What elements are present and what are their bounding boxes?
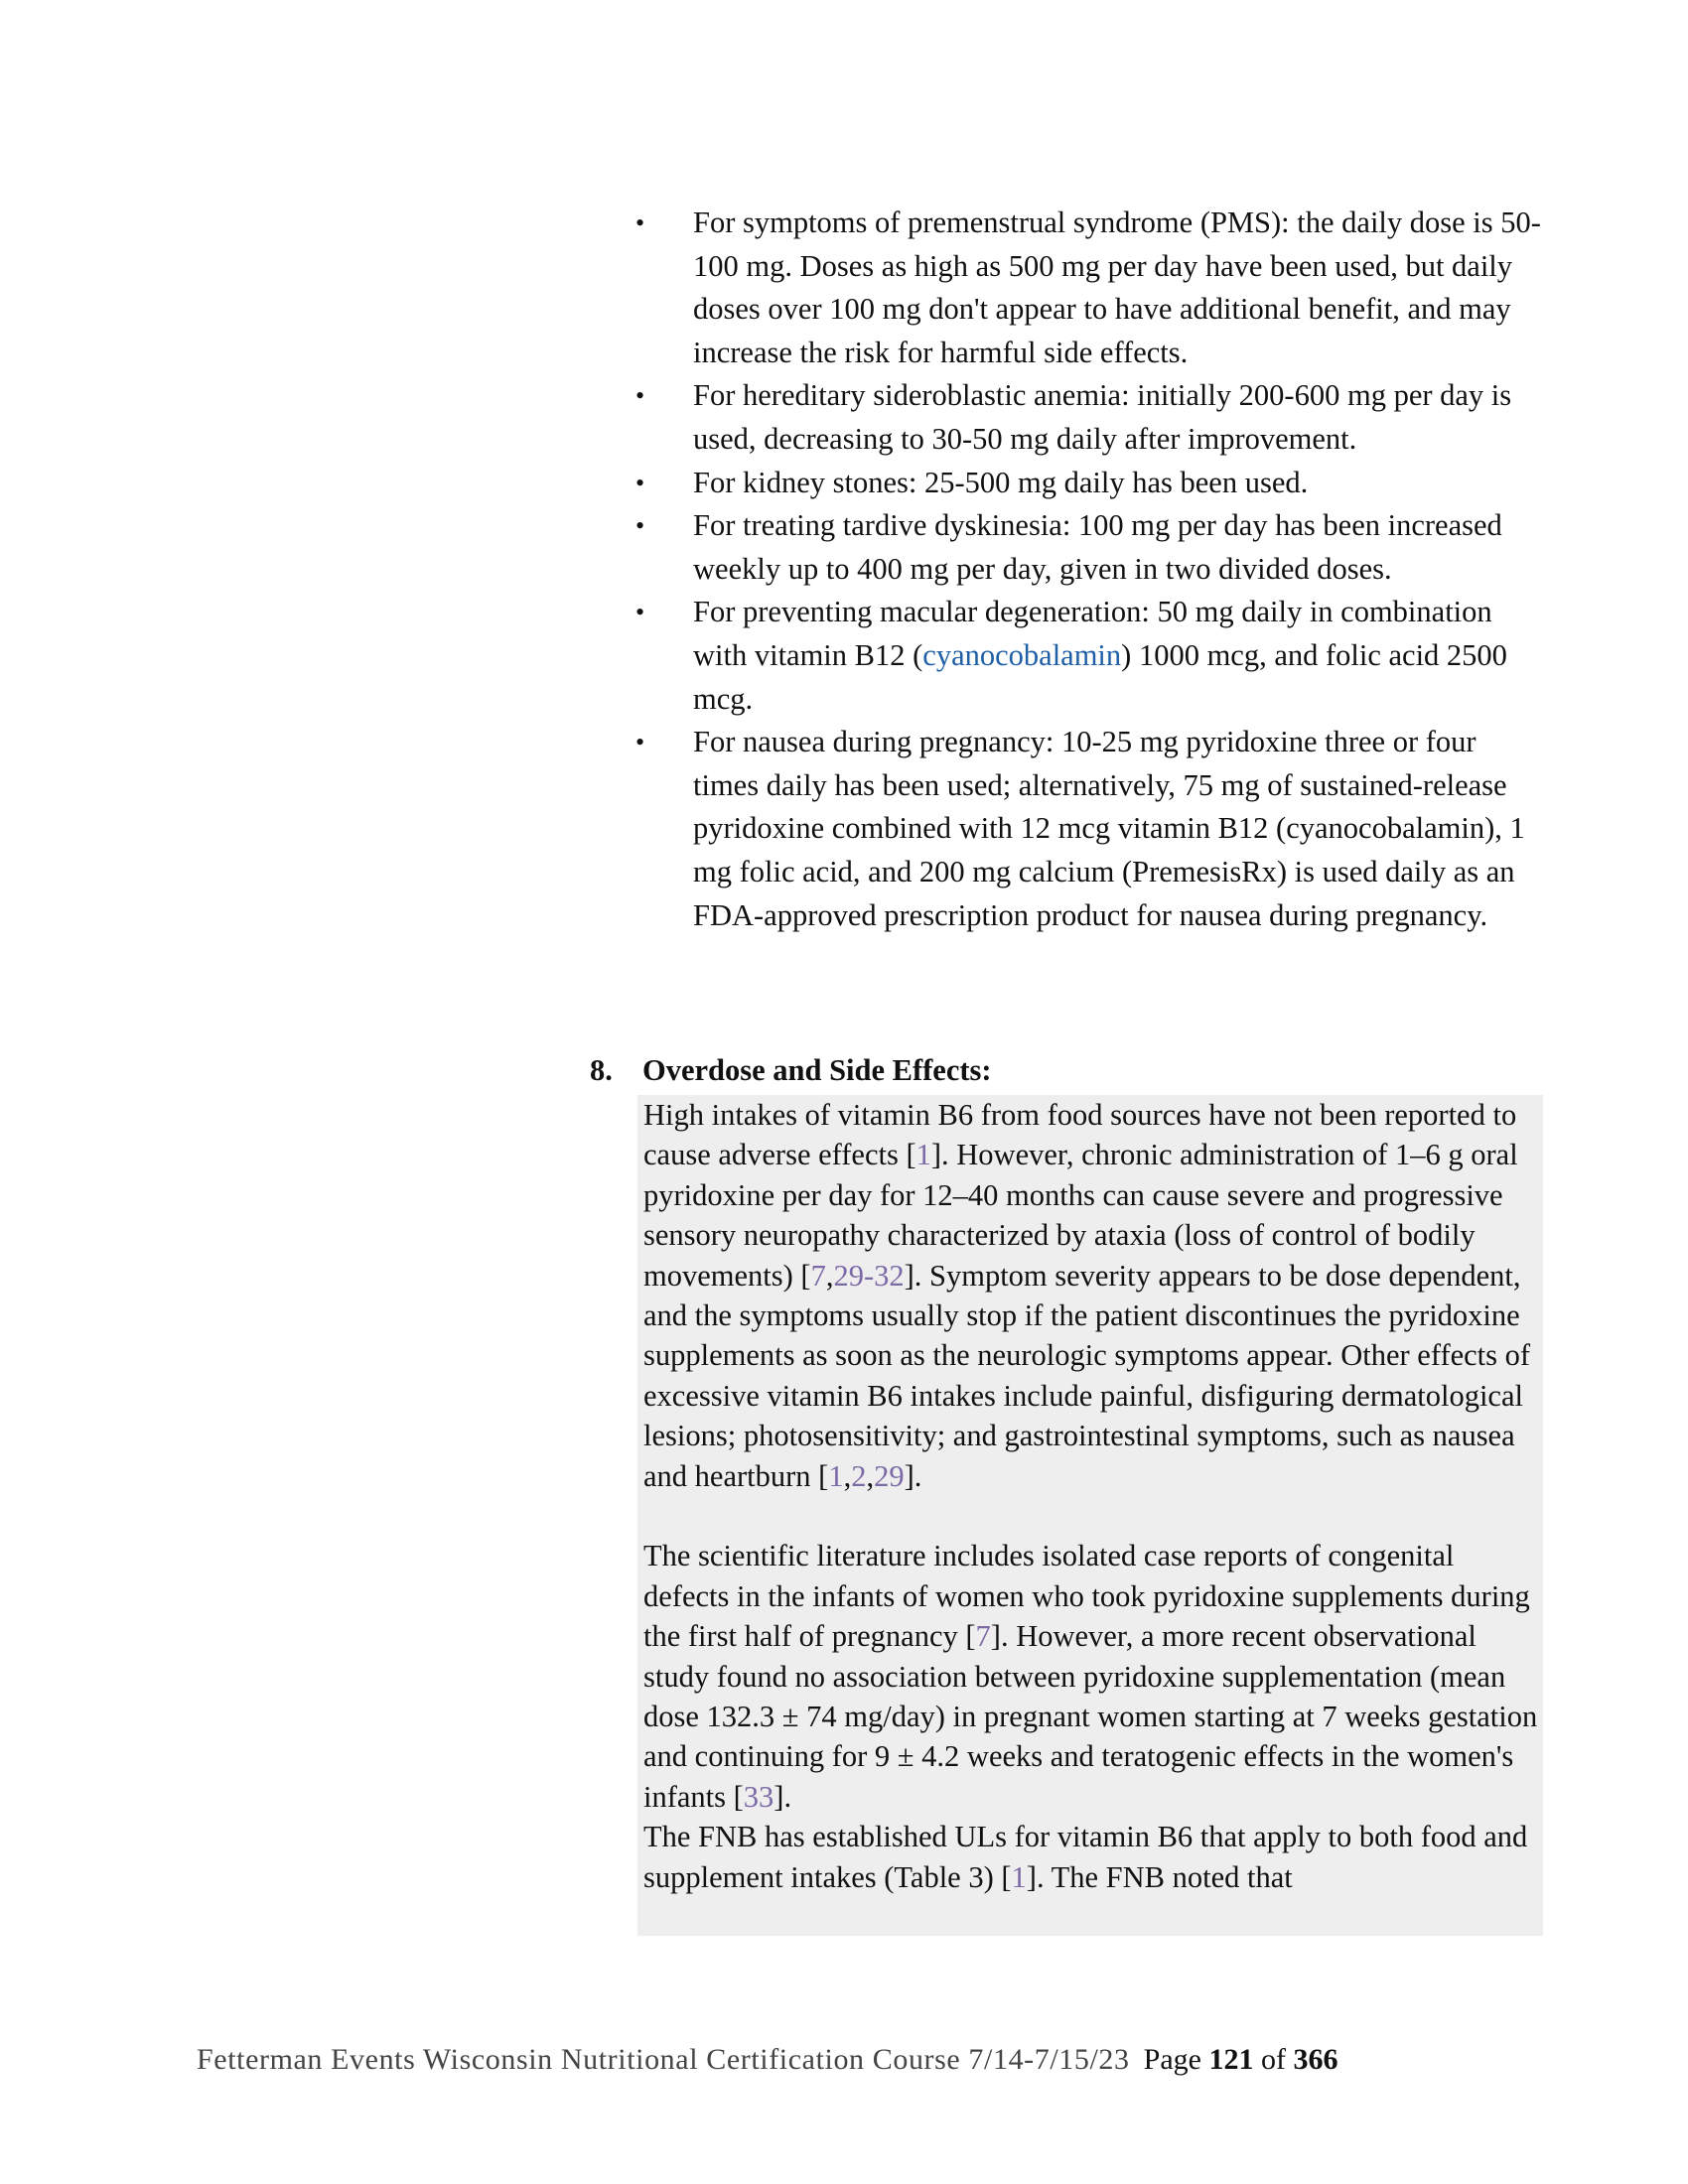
bullet-tardive-dyskinesia (635, 504, 1549, 591)
page-total: 366 (1293, 2043, 1338, 2076)
text-run: ]. The FNB noted that (1026, 1859, 1293, 1894)
citation-link[interactable]: 29-32 (833, 1258, 905, 1293)
bullet-text: For symptoms of premenstrual syndrome (PMS): the daily dose is 50-100 mg. Doses as high as 500 mg per day have been used, but daily doses over 100 mg don't appear to have additional benefit, and may increase the risk for harmful side effects. (693, 205, 1541, 369)
text-run: , (825, 1258, 834, 1293)
text-run: ]. However, a more recent observational study found no association between pyridoxine supplementation (mean dose 132.3 ± 74 mg/day) in pregnant women starting at 7 weeks gestation and continuing for 9 ± 4.2 weeks and teratogenic effects in the women's infants [ (643, 1619, 1538, 1814)
page-footer (197, 2040, 1337, 2080)
page-number: 121 (1208, 2043, 1254, 2076)
page-indicator (1144, 2043, 1338, 2076)
bullet-pms (635, 202, 1549, 374)
text-run: ]. (904, 1458, 922, 1493)
text-run: ]. Symptom severity appears to be dose dependent, and the symptoms usually stop if the patient discontinues the pyridoxine supplements as soon as the neurologic symptoms appear. Other effects of excessive vitamin B6 intakes include painful, disfiguring dermatological lesions; photosensitivity; and gastrointestinal symptoms, such as nausea and heartburn [ (643, 1258, 1531, 1493)
bullet-sideroblastic-anemia (635, 374, 1549, 461)
section-heading (590, 1049, 992, 1092)
overdose-paragraph-1 (643, 1095, 1543, 1496)
citation-link[interactable]: 29 (874, 1458, 905, 1493)
citation-link[interactable]: 33 (743, 1779, 774, 1814)
section-title: Overdose and Side Effects: (642, 1053, 992, 1087)
text-run: , (843, 1458, 852, 1493)
citation-link[interactable]: 2 (851, 1458, 867, 1493)
bullet-kidney-stones (635, 462, 1549, 505)
text-run: ]. (774, 1779, 792, 1814)
overdose-paragraph-2 (643, 1536, 1543, 1817)
citation-link[interactable]: 1 (828, 1458, 844, 1493)
citation-link[interactable]: 7 (975, 1619, 991, 1654)
citation-link[interactable]: 7 (810, 1258, 826, 1293)
overdose-paragraph-3 (643, 1817, 1543, 1897)
bullet-text: For treating tardive dyskinesia: 100 mg per day has been increased weekly up to 400 mg per day, given in two divided doses. (693, 508, 1502, 586)
bullet-pregnancy-nausea (635, 721, 1549, 937)
of-word: of (1260, 2043, 1286, 2076)
text-run: High intakes of vitamin B6 from food sources have not been reported to cause adverse effects [ (643, 1098, 1517, 1172)
bullet-text: For nausea during pregnancy: 10-25 mg pyridoxine three or four times daily has been used; alternatively, 75 mg of sustained-release pyridoxine combined with 12 mcg vitamin B12 (cyanocobalamin), 1 mg folic acid, and 200 mg calcium (PremesisRx) is used daily as an FDA-approved prescription product for nausea during pregnancy. (693, 725, 1525, 932)
text-run: , (866, 1458, 875, 1493)
citation-link[interactable]: 1 (1011, 1859, 1027, 1894)
bullet-text: For preventing macular degeneration: 50 mg daily in combination with vitamin B12 ( (693, 595, 1492, 672)
overdose-text-block (637, 1095, 1543, 1936)
dosage-bullet-list (635, 202, 1549, 937)
cyanocobalamin-link[interactable]: cyanocobalamin (922, 637, 1122, 672)
page-word: Page (1143, 2043, 1201, 2076)
bullet-text: For kidney stones: 25-500 mg daily has been used. (693, 465, 1309, 499)
text-run: ]. However, chronic administration of 1–6 g oral pyridoxine per day for 12–40 months can cause severe and progressive sensory neuropathy characterized by ataxia (loss of control of bodily movements) [ (643, 1138, 1518, 1293)
section-number: 8. (590, 1053, 613, 1087)
bullet-macular-degeneration (635, 591, 1549, 721)
course-title: Fetterman Events Wisconsin Nutritional Certification Course 7/14-7/15/23 (197, 2043, 1130, 2076)
bullet-text: ) 1000 mcg, and folic acid 2500 mcg. (693, 637, 1507, 716)
citation-link[interactable]: 1 (915, 1138, 931, 1172)
text-run: The FNB has established ULs for vitamin B6 that apply to both food and supplement intakes (Table 3) [ (643, 1820, 1528, 1894)
bullet-text: For hereditary sideroblastic anemia: initially 200-600 mg per day is used, decreasing to 30-50 mg daily after improvement. (693, 378, 1512, 456)
paragraph-gap (643, 1496, 1543, 1536)
text-run: The scientific literature includes isolated case reports of congenital defects in the infants of women who took pyridoxine supplements during the first half of pregnancy [ (643, 1539, 1530, 1654)
